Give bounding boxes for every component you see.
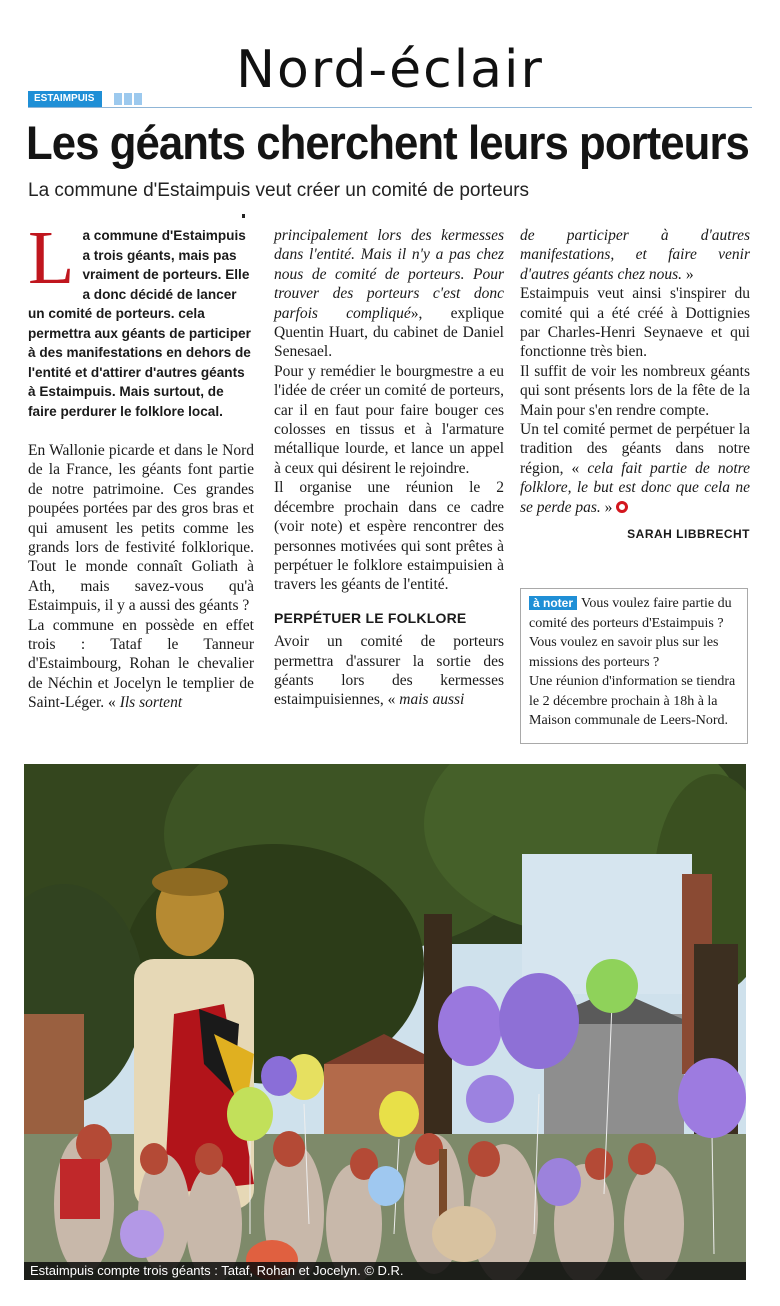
article-subhead: La commune d'Estaimpuis veut créer un comité de porteurs: [28, 180, 530, 201]
article-headline: Les géants cherchent leurs porteurs: [26, 116, 749, 169]
column-dot: [242, 214, 245, 218]
paragraph: Pour y remédier le bourgmestre a eu l'idée de créer un comité de porteurs, car il en faut pour faire bouger ces colosses en tissus et à l'armature métallique lourde, et lance un appel à ceux qui désirent le rejoindre.: [274, 362, 504, 477]
article-column-2: [274, 226, 504, 710]
paragraph: Un tel comité permet de perpétuer la tradition des géants dans notre région, « cela fait partie de notre folklore, le but est donc que cela ne se perde pas. »: [520, 421, 750, 516]
photo-caption: Estaimpuis compte trois géants : Tataf, Rohan et Jocelyn. © D.R.: [24, 1262, 746, 1280]
paragraph: En Wallonie picarde et dans le Nord de la France, les géants font partie de notre patrimoine. Ces grandes poupées portées par des gros bras et qui amusent les petits comme les grands lors de festivité folklorique. Tout le monde connaît Goliath à Ath, mais savez-vous qu'à Estaimpuis, il y a aussi des géants ?: [28, 442, 254, 615]
article-photo: [24, 764, 746, 1280]
newspaper-masthead: Nord-éclair: [236, 40, 544, 100]
paragraph: principalement lors des kermesses dans l'entité. Mais il n'y a pas chez nous de comité de porteurs. Pour trouver des porteurs c'est donc parfois compliqué», explique Quentin Huart, du cabinet de Daniel Senesael.: [274, 227, 504, 361]
byline: SARAH LIBBRECHT: [627, 527, 750, 542]
section-rule: [28, 107, 752, 108]
note-text: Vous voulez faire partie du comité des porteurs d'Estaimpuis ? Vous voulez en savoir plus sur les missions des porteurs ?: [529, 596, 732, 670]
section-decoration: [114, 93, 142, 105]
end-mark-icon: [616, 501, 628, 513]
article-column-1: [28, 216, 254, 713]
paragraph: Il organise une réunion le 2 décembre prochain dans ce cadre (voir note) et espère rencontrer des personnes motivées qui sont prêtes à perpétuer le folklore estaimpuisien à travers les géants de l'entité.: [274, 479, 504, 594]
paragraph: Avoir un comité de porteurs permettra d'assurer la sortie des géants lors des kermesses estaimpuisiennes, « mais aussi: [274, 633, 504, 709]
article-column-3: [520, 226, 750, 545]
section-tag: ESTAIMPUIS: [28, 91, 102, 107]
paragraph: Estaimpuis veut ainsi s'inspirer du comité qui a été créé à Dottignies par Charles-Henri Seynaeve et qui fonctionne très bien.: [520, 285, 750, 361]
crosshead: PERPÉTUER LE FOLKLORE: [274, 609, 467, 626]
giants-photo-illustration: [24, 764, 746, 1280]
note-box: [520, 588, 748, 744]
paragraph: de participer à d'autres manifestations, et faire venir d'autres géants chez nous. »: [520, 227, 750, 283]
note-tag: à noter: [529, 596, 577, 610]
paragraph: Il suffit de voir les nombreux géants qui sont présents lors de la fête de la Main pour s'en rendre compte.: [520, 362, 750, 419]
paragraph: La commune en possède en effet trois : Tataf le Tanneur d'Estaimbourg, Rohan le chevalier de Néchin et Jocelyn le templier de Saint-Léger. « Ils sortent: [28, 616, 254, 712]
drop-cap: L: [28, 216, 75, 300]
photo-credit: © D.R.: [364, 1263, 404, 1278]
section-bar: [28, 91, 752, 109]
note-text: Une réunion d'information se tiendra le 2 décembre prochain à 18h à la Maison communale de Leers-Nord.: [529, 674, 736, 728]
article-lead: La commune d'Estaimpuis a trois géants, mais pas vraiment de porteurs. Elle a donc décidé de lancer un comité de porteurs. cela permettra aux géants de participer à des manifestations en dehors de l'entité et d'attirer d'autres géants à Estaimpuis. Mais surtout, de faire perdurer le folklore local.: [28, 216, 251, 419]
